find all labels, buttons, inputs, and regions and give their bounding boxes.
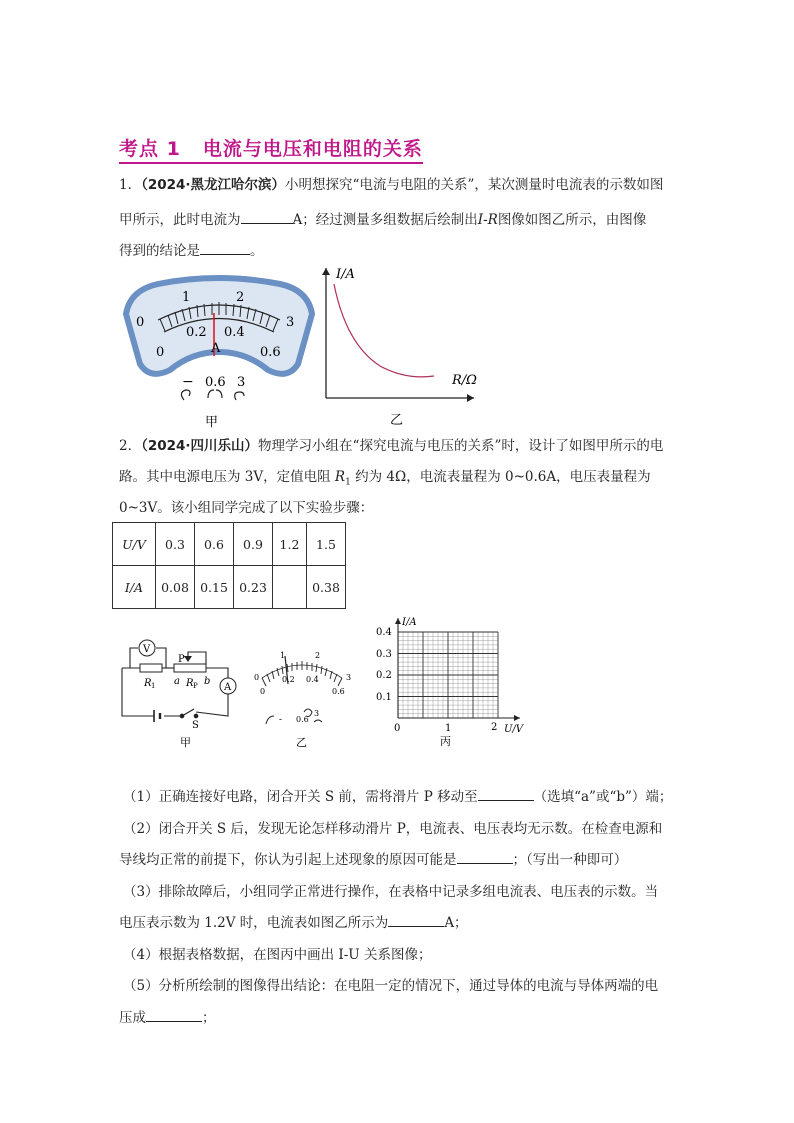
q2-line1 — [119, 432, 663, 460]
table-cell: 0.08 — [156, 566, 195, 609]
step-3-blank[interactable] — [388, 912, 444, 927]
ammeter-label: A — [224, 682, 232, 693]
a2-term-neg: - — [279, 715, 283, 725]
table-row-u — [113, 523, 346, 566]
a2-top-2: 2 — [315, 651, 321, 660]
grid-ytick: 0.2 — [376, 670, 392, 681]
graph-ylabel: I/A — [336, 267, 355, 282]
grid-xtick: 2 — [491, 722, 498, 733]
section-title-text: 电流与电压和电阻的关系 — [202, 138, 423, 160]
a2-top-3: 3 — [346, 673, 352, 682]
step-2-line2 — [119, 846, 627, 874]
terminal-knob-1 — [181, 390, 190, 400]
table-header-i: I/A — [113, 566, 156, 609]
a2-bot-2: 0.4 — [306, 675, 319, 684]
a2-term-06: 0.6 — [296, 715, 309, 724]
table-cell: 0.23 — [234, 566, 273, 609]
grid-caption: 丙 — [440, 735, 451, 748]
q2-text-1: 物理学习小组在“探究电流与电压的关系”时，设计了如图甲所示的电 — [258, 438, 664, 454]
grid-ytick: 0.1 — [376, 692, 392, 703]
a2-bot-3: 0.6 — [332, 687, 345, 696]
q1-text-2b: A；经过测量多组数据后绘制出 — [292, 212, 478, 228]
step-5-text-a: 压成 — [119, 1010, 146, 1026]
table-row-i — [113, 566, 346, 609]
r1-label: R — [144, 678, 152, 689]
step-5-text-b: ； — [202, 1010, 216, 1026]
grid-xtick: 1 — [445, 723, 452, 734]
slider-p — [184, 656, 192, 662]
q1-number: 1． — [119, 177, 142, 193]
step-1-blank[interactable] — [478, 786, 534, 801]
voltmeter-label: V — [143, 644, 151, 655]
step-5-line2 — [119, 1004, 216, 1032]
step-3-text-a: 电压表示数为 1.2V 时，电流表如图乙所示为 — [119, 915, 389, 931]
q1-fig-caption-jia: 甲 — [205, 415, 219, 430]
ammeter-unit: A — [211, 341, 221, 356]
q1-text-1: 小明想探究“电流与电阻的关系”，某次测量时电流表的示数如图 — [285, 177, 664, 193]
table-cell: 0.3 — [156, 523, 195, 566]
step-5-blank[interactable] — [146, 1007, 202, 1022]
step-2-text-a: 导线均正常的前提下，你认为引起上述现象的原因可能是 — [119, 852, 457, 868]
step-5-line1: （5）分析所绘制的图像得出结论：在电阻一定的情况下，通过导体的电流与导体两端的电 — [123, 978, 659, 994]
switch-label: S — [192, 720, 199, 731]
graph-xlabel: R/Ω — [452, 373, 477, 388]
top-scale-2: 2 — [236, 290, 245, 305]
q2-text-2a: 路。其中电源电压为 3V，定值电阻 — [119, 469, 335, 485]
q1-text-3b: 。 — [250, 243, 264, 259]
q2-grid-graph — [368, 614, 530, 752]
q1-line1 — [119, 171, 663, 199]
q2-ammeter-figure — [252, 648, 352, 752]
bottom-scale-2: 0.4 — [224, 325, 245, 340]
q1-source: （2024·黑龙江哈尔滨） — [141, 177, 286, 193]
a2-bot-1: 0.2 — [282, 675, 295, 684]
rheostat-rp — [174, 664, 206, 672]
q2-number: 2． — [119, 438, 142, 454]
r1-sub: 1 — [151, 682, 156, 690]
step-3-line2 — [119, 909, 468, 937]
q1-text-2d: 图像如图乙所示，由图像 — [497, 212, 647, 228]
q2-r1: R — [334, 469, 346, 485]
q2-source: （2024·四川乐山） — [141, 438, 259, 454]
a2-top-1: 1 — [280, 651, 286, 660]
ammeter2-caption: 乙 — [296, 736, 307, 749]
q2-line2 — [119, 463, 651, 497]
q1-ir-graph — [318, 262, 480, 432]
terminal-neg: − — [182, 374, 194, 390]
a2-top-0: 0 — [254, 673, 260, 682]
grid-ytick: 0.3 — [376, 649, 392, 660]
a2-term-3: 3 — [314, 709, 320, 718]
slider-label: P — [178, 654, 185, 665]
bottom-scale-3: 0.6 — [260, 345, 281, 360]
grid-xtick: 0 — [394, 723, 401, 734]
q2-r1-sub: 1 — [345, 477, 351, 488]
step-1-text-a: （1）正确连接好电路，闭合开关 S 前，需将滑片 P 移动至 — [123, 789, 478, 805]
top-scale-0: 0 — [136, 315, 145, 330]
table-cell: 0.6 — [195, 523, 234, 566]
q2-circuit-diagram — [112, 632, 242, 752]
q1-ammeter-figure — [118, 272, 320, 432]
step-2-line1: （2）闭合开关 S 后，发现无论怎样移动滑片 P，电流表、电压表均无示数。在检查电源和 — [123, 821, 663, 837]
q1-ir: I-R — [477, 212, 498, 228]
section-title — [119, 134, 423, 164]
table-cell: 0.9 — [234, 523, 273, 566]
q2-data-table — [112, 522, 346, 609]
table-cell: 0.38 — [307, 566, 346, 609]
q1-line2 — [119, 206, 646, 234]
rp-sub: P — [193, 682, 198, 690]
q1-blank-1[interactable] — [241, 209, 293, 224]
rp-label: R — [186, 678, 194, 689]
table-header-u: U/V — [113, 523, 156, 566]
section-title-prefix: 考点 1 — [119, 138, 181, 160]
step-2-blank[interactable] — [457, 849, 513, 864]
q1-text-2a: 甲所示，此时电流为 — [119, 212, 241, 228]
step-2-text-b: ；（写出一种即可） — [512, 852, 628, 868]
bottom-scale-1: 0.2 — [186, 325, 207, 340]
top-scale-1: 1 — [182, 290, 191, 305]
step-4: （4）根据表格数据，在图丙中画出 I-U 关系图像； — [123, 947, 432, 963]
q2-text-2d: 约为 4Ω，电流表量程为 0~0.6A，电压表量程为 — [350, 469, 651, 485]
table-cell: 1.2 — [273, 523, 307, 566]
step-1 — [123, 783, 672, 811]
q2-line3: 0~3V。该小组同学完成了以下实验步骤： — [119, 500, 374, 516]
terminal-06: 0.6 — [205, 375, 226, 390]
resistor-r1 — [140, 664, 162, 672]
q1-text-3a: 得到的结论是 — [119, 243, 200, 259]
a2-bot-0: 0 — [260, 687, 266, 696]
q1-blank-2[interactable] — [200, 240, 250, 255]
table-cell: 1.5 — [307, 523, 346, 566]
q1-line3 — [119, 237, 264, 265]
step-3-line1: （3）排除故障后，小组同学正常进行操作，在表格中记录多组电流表、电压表的示数。当 — [123, 884, 659, 900]
grid-xlabel: U/V — [504, 724, 524, 735]
step-1-text-b: （选填“a”或“b”）端； — [533, 789, 673, 805]
top-scale-3: 3 — [286, 315, 295, 330]
ammeter-case — [126, 278, 312, 374]
step-3-text-b: A； — [444, 915, 468, 931]
grid-ylabel: I/A — [402, 617, 417, 628]
grid-ytick: 0.4 — [376, 627, 392, 638]
end-a: a — [174, 676, 180, 687]
circuit-caption: 甲 — [180, 736, 191, 749]
terminal-3: 3 — [237, 375, 246, 390]
ir-curve — [334, 284, 434, 377]
table-cell: 0.15 — [195, 566, 234, 609]
table-cell-empty[interactable] — [273, 566, 307, 609]
bottom-scale-0: 0 — [156, 345, 165, 360]
q1-fig-caption-yi: 乙 — [390, 413, 404, 428]
end-b: b — [204, 676, 211, 687]
